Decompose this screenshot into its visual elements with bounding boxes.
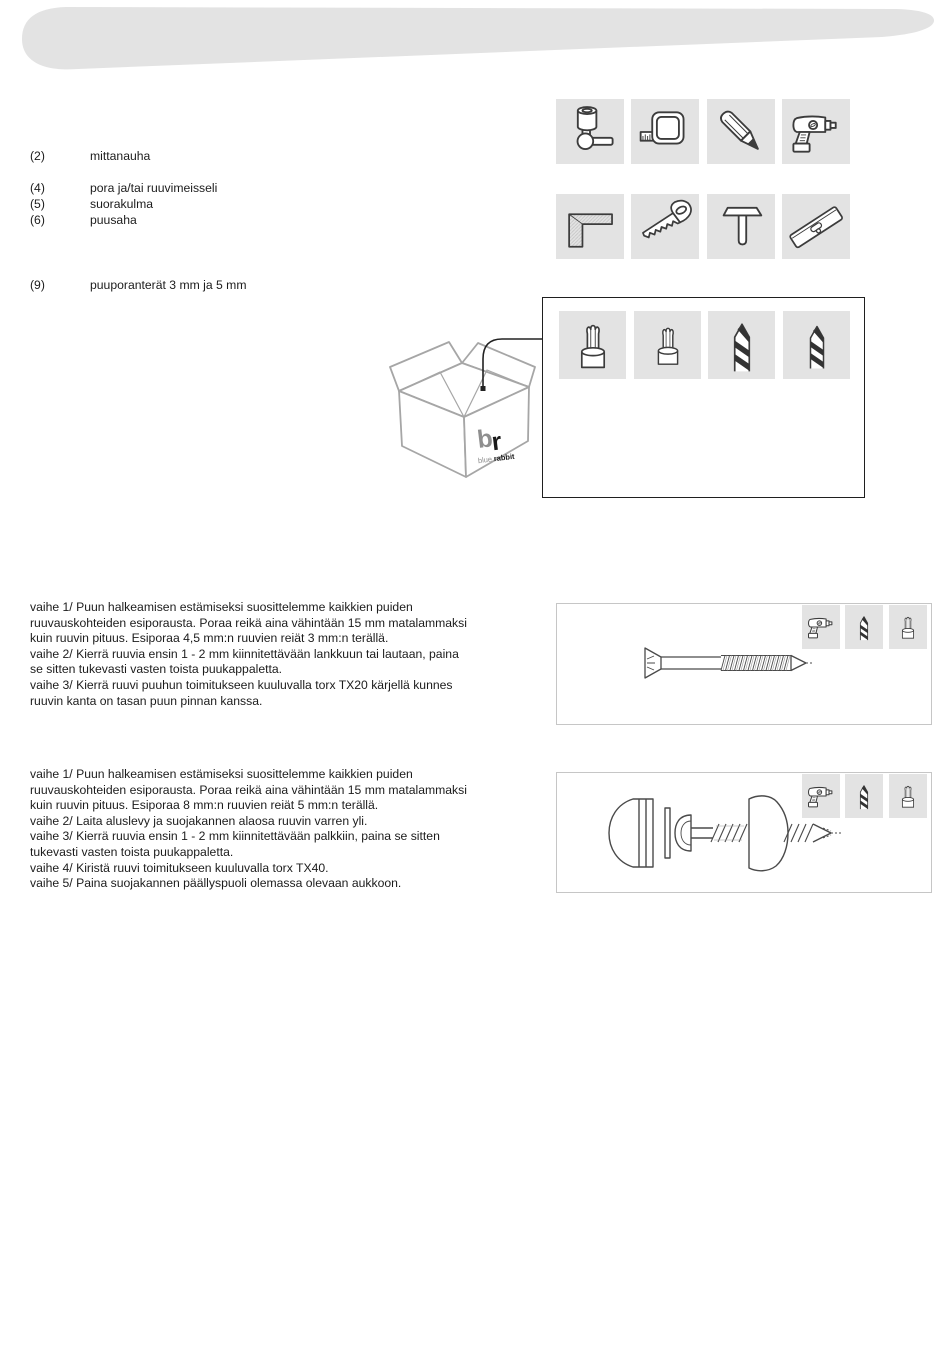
cap-base-part xyxy=(749,796,788,871)
text-line: kuin ruuvin pituus. Esiporaa 8 mm:n ruuvien reiät 5 mm:n terällä. xyxy=(30,798,379,813)
washer-part xyxy=(665,808,670,858)
tool-item-number: (5) xyxy=(30,197,45,211)
tool-item-number: (2) xyxy=(30,149,45,163)
instructions-capscrew-text xyxy=(30,767,510,892)
countersunk-screw-drawing xyxy=(633,645,813,681)
torx-bit-icon xyxy=(889,605,927,649)
tool-item-number: (6) xyxy=(30,213,45,227)
tools-list-item xyxy=(30,197,153,212)
capscrew-figure-box xyxy=(556,772,932,893)
text-line: vaihe 5/ Paina suojakannen päällyspuoli olemassa olevaan aukkoon. xyxy=(30,876,402,891)
tool-item-label: puusaha xyxy=(90,213,137,227)
tools-list-item xyxy=(30,213,137,228)
tape-measure-icon xyxy=(631,99,699,164)
text-line: vaihe 2/ Laita aluslevy ja suojakannen alaosa ruuvin varren yli. xyxy=(30,813,368,828)
text-line: se sitten tukevasti vasten toista puukappaletta. xyxy=(30,662,283,677)
drill-icon xyxy=(782,99,850,164)
capscrew-assembly-drawing xyxy=(599,791,847,875)
logo-word-blue: blue xyxy=(477,454,493,466)
hammer-icon xyxy=(707,194,775,259)
drill-bit-icon xyxy=(845,605,883,649)
tool-item-label: mittanauha xyxy=(90,149,151,163)
callout-connector-line xyxy=(455,330,547,396)
drill-bit-icon xyxy=(845,774,883,818)
wood-drill-bit-3mm-icon xyxy=(783,311,850,379)
text-line: vaihe 4/ Kiristä ruuvi toimitukseen kuuluvalla torx TX40. xyxy=(30,860,329,875)
spirit-level-icon xyxy=(782,194,850,259)
tool-item-number: (9) xyxy=(30,278,45,292)
text-line: vaihe 3/ Kierrä ruuvi puuhun toimitukseen kuuluvalla torx TX20 kärjellä kunnes xyxy=(30,677,453,692)
drill-icon xyxy=(802,605,840,649)
handsaw-icon xyxy=(631,194,699,259)
torx-bit-tx20-icon xyxy=(634,311,701,379)
text-line: ruuvauskohteiden esiporausta. Poraa reikä aina vähintään 15 mm matalammaksi xyxy=(30,615,467,630)
text-line: kuin ruuvin pituus. Esiporaa 4,5 mm:n ruuvien reiät 3 mm:n terällä. xyxy=(30,631,389,646)
included-bits-box xyxy=(542,297,865,498)
wood-drill-bit-5mm-icon xyxy=(708,311,775,379)
carpenter-square-icon xyxy=(556,194,624,259)
logo-word-rabbit: rabbit xyxy=(493,451,516,464)
tools-list-item xyxy=(30,149,150,164)
tools-list-item xyxy=(30,278,246,293)
header-swoosh-graphic xyxy=(0,0,950,90)
callout-anchor-dot xyxy=(481,386,486,391)
torx-bit-tx40-icon xyxy=(559,311,626,379)
tool-item-label: suorakulma xyxy=(90,197,153,211)
instructions-screw-text xyxy=(30,600,510,709)
text-line: ruuvin kanta on tasan puun pinnan kanssa. xyxy=(30,693,263,708)
tools-list-item xyxy=(30,181,217,196)
screw-head xyxy=(675,815,691,851)
text-line: vaihe 2/ Kierrä ruuvia ensin 1 - 2 mm kiinnitettävään lankkuun tai lautaan, paina xyxy=(30,646,459,661)
socket-wrench-icon xyxy=(556,99,624,164)
screw-figure-box xyxy=(556,603,932,725)
logo-mark-b: b xyxy=(475,424,495,455)
logo-mark-r: r xyxy=(490,427,504,457)
tool-item-label: pora ja/tai ruuvimeisseli xyxy=(90,181,218,195)
pencil-icon xyxy=(707,99,775,164)
text-line: tukevasti vasten toista puukappaletta. xyxy=(30,844,234,859)
torx-bit-icon xyxy=(889,774,927,818)
text-line: vaihe 1/ Puun halkeamisen estämiseksi suosittelemme kaikkien puiden xyxy=(30,600,413,614)
text-line: vaihe 1/ Puun halkeamisen estämiseksi suosittelemme kaikkien puiden xyxy=(30,767,413,781)
text-line: vaihe 3/ Kierrä ruuvia ensin 1 - 2 mm kiinnitettävään palkkiin, paina se sitten xyxy=(30,829,440,844)
tool-item-label: puuporanterät 3 mm ja 5 mm xyxy=(90,278,247,292)
text-line: ruuvauskohteiden esiporausta. Poraa reikä aina vähintään 15 mm matalammaksi xyxy=(30,782,467,797)
tool-item-number: (4) xyxy=(30,181,45,195)
